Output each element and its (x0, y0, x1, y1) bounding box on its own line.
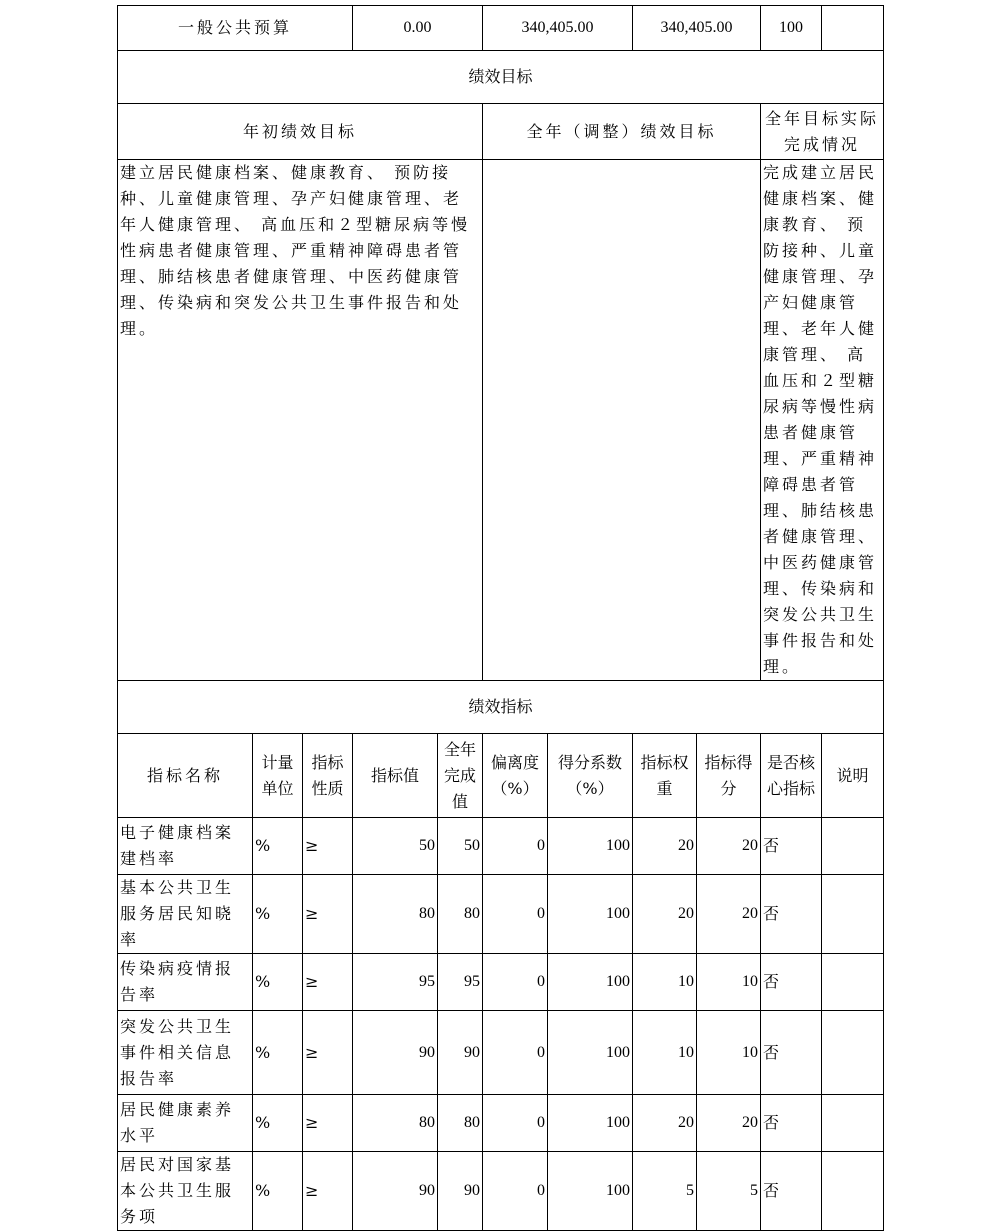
budget-row (118, 6, 884, 51)
header-unit: 计量单位 (253, 734, 303, 818)
indicator-note (822, 954, 884, 1011)
indicator-deviation: 0 (483, 818, 548, 875)
header-score: 指标得分 (697, 734, 761, 818)
indicator-note (822, 1011, 884, 1095)
goals-section-title: 绩效目标 (118, 51, 884, 104)
indicator-note (822, 1095, 884, 1152)
header-value: 指标值 (353, 734, 438, 818)
indicator-core: 否 (761, 875, 822, 954)
indicator-deviation: 0 (483, 954, 548, 1011)
indicators-title-row (118, 681, 884, 734)
indicator-unit: % (253, 1095, 303, 1152)
indicator-unit: % (253, 954, 303, 1011)
indicator-value: 95 (353, 954, 438, 1011)
indicator-coef: 100 (548, 1095, 633, 1152)
table-row (118, 875, 884, 954)
indicators-section-title: 绩效指标 (118, 681, 884, 734)
indicator-deviation: 0 (483, 875, 548, 954)
table-row (118, 818, 884, 875)
indicator-value: 80 (353, 875, 438, 954)
indicator-unit: % (253, 818, 303, 875)
indicator-score: 20 (697, 875, 761, 954)
indicator-weight: 10 (633, 954, 697, 1011)
header-weight: 指标权重 (633, 734, 697, 818)
indicator-nature: ≥ (303, 818, 353, 875)
budget-col3: 340,405.00 (633, 6, 761, 51)
indicator-note (822, 818, 884, 875)
indicator-unit: % (253, 1152, 303, 1231)
indicator-note (822, 875, 884, 954)
indicator-weight: 20 (633, 1095, 697, 1152)
indicator-deviation: 0 (483, 1095, 548, 1152)
goals-header-adjusted: 全年（调整）绩效目标 (483, 104, 761, 160)
indicator-weight: 5 (633, 1152, 697, 1231)
indicator-unit: % (253, 875, 303, 954)
indicator-name: 基本公共卫生服务居民知晓率 (118, 875, 253, 954)
indicator-note (822, 1152, 884, 1231)
table-row (118, 1011, 884, 1095)
indicator-core: 否 (761, 1095, 822, 1152)
header-nature: 指标性质 (303, 734, 353, 818)
budget-col1: 0.00 (353, 6, 483, 51)
goals-content-row (118, 160, 884, 681)
indicator-coef: 100 (548, 818, 633, 875)
indicator-value: 50 (353, 818, 438, 875)
goals-header-row (118, 104, 884, 160)
indicator-actual: 80 (438, 875, 483, 954)
indicator-nature: ≥ (303, 1095, 353, 1152)
header-deviation: 偏离度（%） (483, 734, 548, 818)
indicator-weight: 20 (633, 875, 697, 954)
indicator-value: 90 (353, 1152, 438, 1231)
indicator-actual: 95 (438, 954, 483, 1011)
indicator-deviation: 0 (483, 1152, 548, 1231)
header-note: 说明 (822, 734, 884, 818)
goals-adjusted-text (483, 160, 761, 681)
indicator-name: 居民健康素养水平 (118, 1095, 253, 1152)
indicator-name: 居民对国家基本公共卫生服务项 (118, 1152, 253, 1231)
table-row (118, 1095, 884, 1152)
indicator-weight: 20 (633, 818, 697, 875)
goals-header-initial: 年初绩效目标 (118, 104, 483, 160)
indicator-weight: 10 (633, 1011, 697, 1095)
goals-actual-text: 完成建立居民健康档案、健康教育、 预防接种、儿童健康管理、孕产妇健康管理、老年人健康管理、 高血压和２型糖尿病等慢性病患者健康管理、严重精神障碍患者管理、肺结核患者健康管理、中医药健康管理、传染病和突发公共卫生事件报告和处理。 (761, 160, 884, 681)
indicator-unit: % (253, 1011, 303, 1095)
indicator-actual: 90 (438, 1152, 483, 1231)
performance-table (117, 5, 884, 1231)
indicator-score: 10 (697, 954, 761, 1011)
indicator-actual: 80 (438, 1095, 483, 1152)
indicator-score: 10 (697, 1011, 761, 1095)
budget-col2: 340,405.00 (483, 6, 633, 51)
header-actual: 全年完成值 (438, 734, 483, 818)
indicator-deviation: 0 (483, 1011, 548, 1095)
budget-col5 (822, 6, 884, 51)
table-row (118, 1152, 884, 1231)
indicator-name: 突发公共卫生事件相关信息报告率 (118, 1011, 253, 1095)
header-name: 指标名称 (118, 734, 253, 818)
budget-col4: 100 (761, 6, 822, 51)
indicators-header-row (118, 734, 884, 818)
indicator-actual: 50 (438, 818, 483, 875)
indicator-nature: ≥ (303, 875, 353, 954)
indicator-core: 否 (761, 1152, 822, 1231)
indicator-core: 否 (761, 954, 822, 1011)
indicator-coef: 100 (548, 875, 633, 954)
goals-title-row (118, 51, 884, 104)
indicator-nature: ≥ (303, 1011, 353, 1095)
indicator-coef: 100 (548, 1152, 633, 1231)
indicator-score: 20 (697, 818, 761, 875)
indicator-nature: ≥ (303, 1152, 353, 1231)
indicator-core: 否 (761, 1011, 822, 1095)
indicator-core: 否 (761, 818, 822, 875)
indicator-coef: 100 (548, 954, 633, 1011)
header-coef: 得分系数（%） (548, 734, 633, 818)
goals-initial-text: 建立居民健康档案、健康教育、 预防接种、儿童健康管理、孕产妇健康管理、老年人健康管理、 高血压和２型糖尿病等慢性病患者健康管理、严重精神障碍患者管理、肺结核患者健康管理、中医药健康管理、传染病和突发公共卫生事件报告和处理。 (118, 160, 483, 681)
table-row (118, 954, 884, 1011)
indicator-score: 20 (697, 1095, 761, 1152)
indicator-nature: ≥ (303, 954, 353, 1011)
indicator-name: 传染病疫情报告率 (118, 954, 253, 1011)
indicator-score: 5 (697, 1152, 761, 1231)
indicator-actual: 90 (438, 1011, 483, 1095)
goals-header-actual: 全年目标实际完成情况 (761, 104, 884, 160)
indicator-value: 80 (353, 1095, 438, 1152)
indicator-coef: 100 (548, 1011, 633, 1095)
budget-label: 一般公共预算 (118, 6, 353, 51)
indicator-value: 90 (353, 1011, 438, 1095)
indicator-name: 电子健康档案建档率 (118, 818, 253, 875)
header-core: 是否核心指标 (761, 734, 822, 818)
